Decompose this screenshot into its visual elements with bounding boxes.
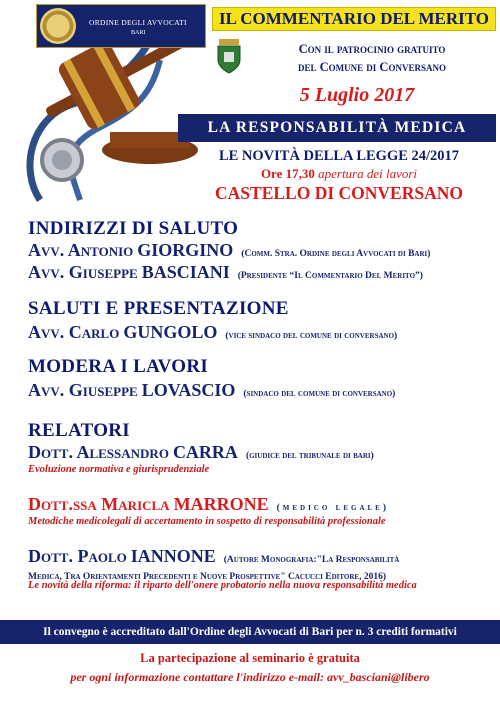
event-time xyxy=(178,166,500,182)
section-heading-moderator: MODERA I LAVORI xyxy=(28,356,209,377)
speaker-first-name: Avv. Giuseppe xyxy=(28,262,138,282)
speaker-role: (vice sindaco del comune di conversano) xyxy=(225,331,398,341)
speaker-first-name: Dott. Paolo xyxy=(28,546,127,566)
speaker-role: (Autore Monografia:"La Responsabilità xyxy=(223,555,400,565)
patronage-line-1: Con il patrocinio gratuito xyxy=(298,42,446,56)
section-heading-speakers: RELATORI xyxy=(28,420,131,441)
event-subtitle: LE NOVITÀ DELLA LEGGE 24/2017 xyxy=(218,148,460,164)
speaker-row xyxy=(28,442,374,463)
ordine-name: ORDINE DEGLI AVVOCATI xyxy=(89,18,187,27)
accreditation-banner: Il convegno è accreditato dall'Ordine degli Avvocati di Bari per n. 3 crediti formativi xyxy=(0,620,500,644)
event-title: IL COMMENTARIO DEL MERITO xyxy=(212,7,496,31)
speaker-row xyxy=(28,322,397,343)
speaker-last-name: BASCIANI xyxy=(141,262,230,282)
event-venue: CASTELLO DI CONVERSANO xyxy=(215,183,463,203)
ordine-avvocati-badge xyxy=(36,4,206,48)
conversano-crest-icon xyxy=(214,38,244,74)
contact-note: per ogni informazione contattare l'indirizzo e-mail: avv_basciani@libero xyxy=(70,670,430,684)
speaker-last-name: MARRONE xyxy=(173,494,269,514)
time-value: Ore 17,30 xyxy=(260,166,315,181)
speaker-first-name: Dott.ssa Maricla xyxy=(28,494,170,514)
section-heading-presentation: SALUTI E PRESENTAZIONE xyxy=(28,298,289,319)
speaker-first-name: Avv. Carlo xyxy=(28,322,120,342)
speaker-first-name: Avv. Giuseppe xyxy=(28,380,138,400)
speaker-role: (sindaco del comune di conversano) xyxy=(243,389,396,399)
speaker-role: (giudice del tribunale di bari) xyxy=(245,451,374,461)
speaker-row xyxy=(28,240,430,261)
speaker-role: (Presidente “Il Commentario Del Merito”) xyxy=(237,271,423,281)
speaker-row xyxy=(28,380,395,401)
speaker-row xyxy=(28,262,423,283)
ordine-seal-icon xyxy=(40,8,76,44)
speaker-role-continued: Medica, Tra Orientamenti Precedenti e Nuove Prospettive" Cacucci Editore, 2016) xyxy=(28,572,386,582)
talk-topic: Evoluzione normativa e giurisprudenziale xyxy=(28,464,210,475)
ordine-city: BARI xyxy=(131,30,146,36)
speaker-first-name: Dott. Alessandro xyxy=(28,442,169,462)
talk-topic: Metodiche medicolegali di accertamento in sospetto di responsabilità professionale xyxy=(28,516,386,527)
speaker-first-name: Avv. Antonio xyxy=(28,240,134,260)
section-heading-greetings: INDIRIZZI DI SALUTO xyxy=(28,218,239,239)
speaker-role: (medico legale) xyxy=(276,503,390,513)
talk-topic: Le novità della riforma: il riparto dell'onere probatorio nella nuova responsabilità medica xyxy=(28,580,417,591)
speaker-row xyxy=(28,494,389,515)
time-note: apertura dei lavori xyxy=(318,166,418,181)
patronage-line-2: del Comune di Conversano xyxy=(298,60,446,74)
speaker-last-name: LOVASCIO xyxy=(141,380,236,400)
free-participation-note: La partecipazione al seminario è gratuita xyxy=(140,651,360,665)
speaker-last-name: CARRA xyxy=(172,442,238,462)
event-topic: LA RESPONSABILITÀ MEDICA xyxy=(178,114,496,142)
speaker-row xyxy=(28,546,399,567)
speaker-role: (Comm. Stra. Ordine degli Avvocati di Bari) xyxy=(241,249,431,259)
speaker-last-name: GUNGOLO xyxy=(123,322,218,342)
speaker-last-name: IANNONE xyxy=(130,546,216,566)
event-date: 5 Luglio 2017 xyxy=(299,84,415,106)
speaker-last-name: GIORGINO xyxy=(137,240,234,260)
